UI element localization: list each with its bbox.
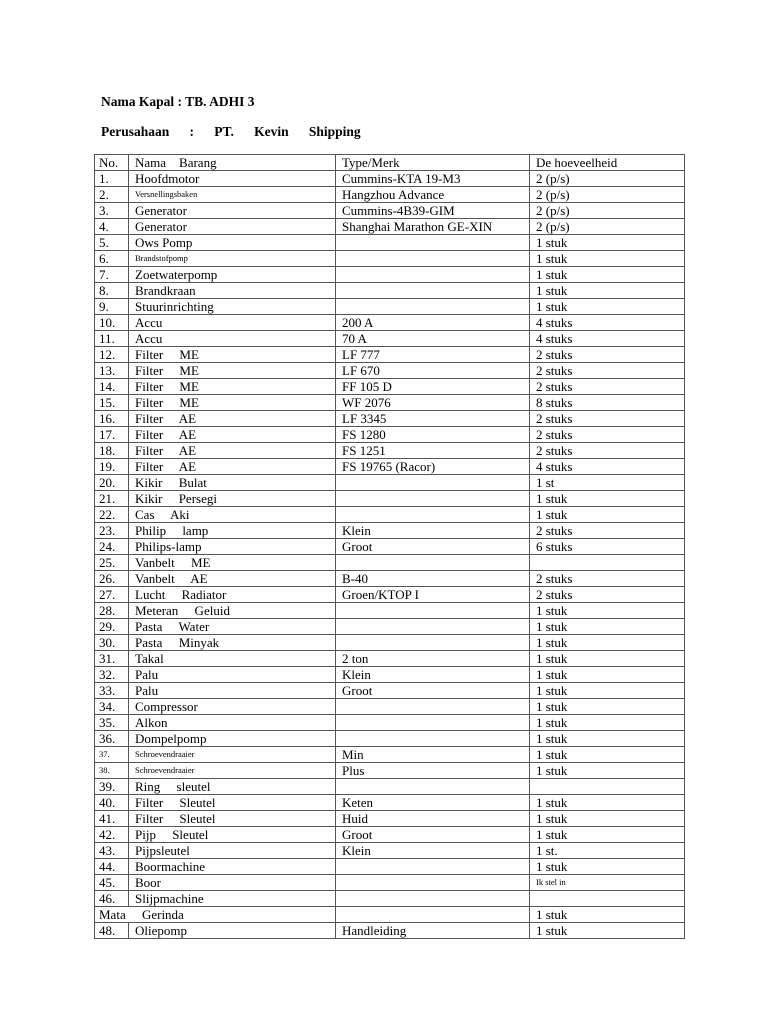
table-row — [95, 603, 685, 619]
cell-quantity: 6 stuks — [530, 539, 685, 555]
table-row — [95, 651, 685, 667]
cell-no: 28. — [95, 603, 129, 619]
cell-quantity: 1 stuk — [530, 907, 685, 923]
cell-type: Hangzhou Advance — [336, 187, 530, 203]
cell-name: Filter AE — [129, 459, 336, 475]
cell-quantity: 2 stuks — [530, 523, 685, 539]
cell-name: Brandkraan — [129, 283, 336, 299]
cell-name: Cas Aki — [129, 507, 336, 523]
cell-name: Vanbelt ME — [129, 555, 336, 571]
cell-name: Boormachine — [129, 859, 336, 875]
table-row — [95, 811, 685, 827]
cell-type: FS 1280 — [336, 427, 530, 443]
cell-quantity: 2 (p/s) — [530, 171, 685, 187]
cell-name: Meteran Geluid — [129, 603, 336, 619]
cell-no: 20. — [95, 475, 129, 491]
cell-no: 34. — [95, 699, 129, 715]
table-row — [95, 779, 685, 795]
cell-quantity: 1 stuk — [530, 651, 685, 667]
cell-type — [336, 235, 530, 251]
table-row — [95, 907, 685, 923]
table-row — [95, 187, 685, 203]
table-row — [95, 395, 685, 411]
table-row — [95, 299, 685, 315]
cell-quantity: 1 stuk — [530, 283, 685, 299]
cell-no: 31. — [95, 651, 129, 667]
cell-name: Filter Sleutel — [129, 811, 336, 827]
cell-name: Accu — [129, 315, 336, 331]
table-row — [95, 507, 685, 523]
cell-no: 43. — [95, 843, 129, 859]
cell-no: 16. — [95, 411, 129, 427]
cell-quantity: 1 st. — [530, 843, 685, 859]
table-row — [95, 555, 685, 571]
cell-quantity: 2 stuks — [530, 443, 685, 459]
table-row — [95, 731, 685, 747]
cell-quantity: 2 stuks — [530, 411, 685, 427]
cell-no: 13. — [95, 363, 129, 379]
cell-name: Versnellingsbaken — [129, 187, 336, 203]
cell-type: Handleiding — [336, 923, 530, 939]
cell-no: 12. — [95, 347, 129, 363]
cell-quantity — [530, 779, 685, 795]
cell-type — [336, 603, 530, 619]
table-row — [95, 315, 685, 331]
cell-type: Klein — [336, 667, 530, 683]
table-row — [95, 235, 685, 251]
cell-no: 18. — [95, 443, 129, 459]
table-row — [95, 699, 685, 715]
cell-quantity: 8 stuks — [530, 395, 685, 411]
cell-name: Stuurinrichting — [129, 299, 336, 315]
cell-quantity: Ik stel in — [530, 875, 685, 891]
table-row — [95, 539, 685, 555]
cell-name: Hoofdmotor — [129, 171, 336, 187]
cell-type: Klein — [336, 843, 530, 859]
table-row — [95, 347, 685, 363]
cell-type — [336, 507, 530, 523]
cell-type — [336, 875, 530, 891]
cell-type — [336, 715, 530, 731]
cell-type — [336, 555, 530, 571]
cell-quantity: 1 stuk — [530, 507, 685, 523]
cell-name: Generator — [129, 219, 336, 235]
cell-quantity: 2 stuks — [530, 379, 685, 395]
table-row — [95, 827, 685, 843]
table-row — [95, 891, 685, 907]
cell-no: 22. — [95, 507, 129, 523]
cell-name: Ring sleutel — [129, 779, 336, 795]
cell-type: Huid — [336, 811, 530, 827]
cell-merged-name: Mata Gerinda — [95, 907, 336, 923]
table-header-row — [95, 155, 685, 171]
cell-no: 38. — [95, 763, 129, 779]
cell-name: Filter ME — [129, 379, 336, 395]
cell-name: Pijpsleutel — [129, 843, 336, 859]
cell-name: Takal — [129, 651, 336, 667]
table-row — [95, 619, 685, 635]
cell-quantity: 1 stuk — [530, 235, 685, 251]
cell-quantity: 2 stuks — [530, 347, 685, 363]
cell-name: Alkon — [129, 715, 336, 731]
cell-name: Brandstofpomp — [129, 251, 336, 267]
inventory-table — [94, 154, 685, 939]
cell-no: 40. — [95, 795, 129, 811]
cell-quantity: 4 stuks — [530, 331, 685, 347]
cell-no: 32. — [95, 667, 129, 683]
cell-no: 25. — [95, 555, 129, 571]
cell-type: WF 2076 — [336, 395, 530, 411]
cell-quantity: 2 (p/s) — [530, 203, 685, 219]
cell-type — [336, 267, 530, 283]
cell-no: 24. — [95, 539, 129, 555]
cell-type — [336, 731, 530, 747]
cell-type — [336, 299, 530, 315]
cell-name: Schroevendraaier — [129, 747, 336, 763]
cell-quantity: 1 stuk — [530, 603, 685, 619]
table-row — [95, 715, 685, 731]
cell-name: Filter AE — [129, 411, 336, 427]
cell-name: Pasta Water — [129, 619, 336, 635]
cell-quantity: 2 stuks — [530, 571, 685, 587]
cell-type: LF 670 — [336, 363, 530, 379]
cell-quantity: 1 stuk — [530, 699, 685, 715]
cell-no: 17. — [95, 427, 129, 443]
cell-type — [336, 635, 530, 651]
cell-quantity: 1 stuk — [530, 299, 685, 315]
cell-no: 37. — [95, 747, 129, 763]
cell-type: Groot — [336, 683, 530, 699]
cell-name: Schroevendraaier — [129, 763, 336, 779]
table-row — [95, 251, 685, 267]
cell-type: Klein — [336, 523, 530, 539]
cell-no: 30. — [95, 635, 129, 651]
cell-type — [336, 907, 530, 923]
cell-name: Ows Pomp — [129, 235, 336, 251]
cell-quantity — [530, 555, 685, 571]
cell-quantity: 2 stuks — [530, 363, 685, 379]
table-row — [95, 859, 685, 875]
cell-quantity: 1 stuk — [530, 251, 685, 267]
table-row — [95, 843, 685, 859]
cell-type — [336, 251, 530, 267]
cell-no: 2. — [95, 187, 129, 203]
table-row — [95, 523, 685, 539]
cell-no: 10. — [95, 315, 129, 331]
table-row — [95, 203, 685, 219]
column-header-type: Type/Merk — [336, 155, 530, 171]
cell-name: Slijpmachine — [129, 891, 336, 907]
table-row — [95, 443, 685, 459]
cell-type — [336, 891, 530, 907]
cell-quantity: 1 stuk — [530, 731, 685, 747]
table-row — [95, 331, 685, 347]
cell-name: Generator — [129, 203, 336, 219]
cell-no: 26. — [95, 571, 129, 587]
cell-no: 45. — [95, 875, 129, 891]
cell-name: Filter AE — [129, 427, 336, 443]
cell-type: Cummins-KTA 19-M3 — [336, 171, 530, 187]
ship-name-heading: Nama Kapal : TB. ADHI 3 — [101, 94, 255, 109]
cell-no: 1. — [95, 171, 129, 187]
cell-type — [336, 859, 530, 875]
cell-type: Groot — [336, 539, 530, 555]
cell-type: Min — [336, 747, 530, 763]
cell-quantity: 1 stuk — [530, 763, 685, 779]
cell-quantity — [530, 891, 685, 907]
cell-type: FF 105 D — [336, 379, 530, 395]
cell-no: 35. — [95, 715, 129, 731]
cell-quantity: 1 stuk — [530, 619, 685, 635]
table-row — [95, 491, 685, 507]
cell-name: Compressor — [129, 699, 336, 715]
table-row — [95, 747, 685, 763]
cell-no: 33. — [95, 683, 129, 699]
cell-type: Groot — [336, 827, 530, 843]
cell-name: Philips-lamp — [129, 539, 336, 555]
table-row — [95, 283, 685, 299]
cell-name: Palu — [129, 667, 336, 683]
column-header-name: Nama Barang — [129, 155, 336, 171]
cell-type — [336, 699, 530, 715]
cell-quantity: 2 stuks — [530, 587, 685, 603]
cell-name: Filter Sleutel — [129, 795, 336, 811]
cell-no: 14. — [95, 379, 129, 395]
cell-type — [336, 619, 530, 635]
cell-quantity: 4 stuks — [530, 459, 685, 475]
cell-quantity: 1 stuk — [530, 715, 685, 731]
cell-no: 23. — [95, 523, 129, 539]
cell-type: Keten — [336, 795, 530, 811]
column-header-quantity: De hoeveelheid — [530, 155, 685, 171]
table-row — [95, 267, 685, 283]
cell-no: 21. — [95, 491, 129, 507]
table-row — [95, 411, 685, 427]
cell-name: Philip lamp — [129, 523, 336, 539]
column-header-no: No. — [95, 155, 129, 171]
cell-type: LF 777 — [336, 347, 530, 363]
cell-name: Pasta Minyak — [129, 635, 336, 651]
cell-no: 11. — [95, 331, 129, 347]
cell-no: 36. — [95, 731, 129, 747]
cell-quantity: 1 stuk — [530, 491, 685, 507]
cell-quantity: 1 stuk — [530, 811, 685, 827]
cell-quantity: 4 stuks — [530, 315, 685, 331]
cell-name: Filter ME — [129, 347, 336, 363]
table-row — [95, 635, 685, 651]
cell-no: 48. — [95, 923, 129, 939]
cell-name: Boor — [129, 875, 336, 891]
cell-no: 29. — [95, 619, 129, 635]
cell-quantity: 1 stuk — [530, 747, 685, 763]
cell-quantity: 1 stuk — [530, 267, 685, 283]
cell-name: Kikir Bulat — [129, 475, 336, 491]
cell-quantity: 1 stuk — [530, 827, 685, 843]
cell-no: 46. — [95, 891, 129, 907]
cell-no: 9. — [95, 299, 129, 315]
cell-no: 44. — [95, 859, 129, 875]
table-row — [95, 795, 685, 811]
cell-no: 7. — [95, 267, 129, 283]
cell-no: 39. — [95, 779, 129, 795]
cell-name: Filter AE — [129, 443, 336, 459]
table-row — [95, 667, 685, 683]
cell-no: 19. — [95, 459, 129, 475]
table-row — [95, 923, 685, 939]
cell-no: 42. — [95, 827, 129, 843]
table-row — [95, 171, 685, 187]
cell-type: Shanghai Marathon GE-XIN — [336, 219, 530, 235]
cell-quantity: 1 stuk — [530, 667, 685, 683]
cell-name: Palu — [129, 683, 336, 699]
cell-name: Pijp Sleutel — [129, 827, 336, 843]
cell-quantity: 1 stuk — [530, 859, 685, 875]
cell-name: Dompelpomp — [129, 731, 336, 747]
cell-type: FS 1251 — [336, 443, 530, 459]
cell-type — [336, 283, 530, 299]
cell-no: 3. — [95, 203, 129, 219]
table-row — [95, 763, 685, 779]
cell-no: 8. — [95, 283, 129, 299]
company-heading: Perusahaan : PT. Kevin Shipping — [101, 124, 361, 139]
cell-quantity: 1 stuk — [530, 795, 685, 811]
cell-type: Groen/KTOP I — [336, 587, 530, 603]
cell-no: 41. — [95, 811, 129, 827]
table-row — [95, 459, 685, 475]
cell-name: Lucht Radiator — [129, 587, 336, 603]
cell-type: FS 19765 (Racor) — [336, 459, 530, 475]
table-row — [95, 683, 685, 699]
cell-no: 27. — [95, 587, 129, 603]
cell-name: Oliepomp — [129, 923, 336, 939]
cell-name: Accu — [129, 331, 336, 347]
cell-name: Filter ME — [129, 363, 336, 379]
cell-quantity: 1 stuk — [530, 635, 685, 651]
cell-type: Cummins-4B39-GIM — [336, 203, 530, 219]
cell-type — [336, 491, 530, 507]
cell-quantity: 2 (p/s) — [530, 219, 685, 235]
table-row — [95, 363, 685, 379]
cell-quantity: 2 (p/s) — [530, 187, 685, 203]
cell-quantity: 1 st — [530, 475, 685, 491]
table-row — [95, 219, 685, 235]
table-row — [95, 571, 685, 587]
cell-type: B-40 — [336, 571, 530, 587]
cell-quantity: 1 stuk — [530, 683, 685, 699]
table-row — [95, 875, 685, 891]
cell-name: Vanbelt AE — [129, 571, 336, 587]
cell-quantity: 2 stuks — [530, 427, 685, 443]
cell-no: 4. — [95, 219, 129, 235]
cell-name: Filter ME — [129, 395, 336, 411]
cell-name: Zoetwaterpomp — [129, 267, 336, 283]
table-row — [95, 427, 685, 443]
table-row — [95, 587, 685, 603]
cell-name: Kikir Persegi — [129, 491, 336, 507]
cell-type — [336, 475, 530, 491]
cell-no: 15. — [95, 395, 129, 411]
cell-quantity: 1 stuk — [530, 923, 685, 939]
table-row — [95, 379, 685, 395]
cell-no: 6. — [95, 251, 129, 267]
cell-no: 5. — [95, 235, 129, 251]
cell-type — [336, 779, 530, 795]
cell-type: LF 3345 — [336, 411, 530, 427]
cell-type: 2 ton — [336, 651, 530, 667]
cell-type: 70 A — [336, 331, 530, 347]
table-row — [95, 475, 685, 491]
cell-type: Plus — [336, 763, 530, 779]
cell-type: 200 A — [336, 315, 530, 331]
